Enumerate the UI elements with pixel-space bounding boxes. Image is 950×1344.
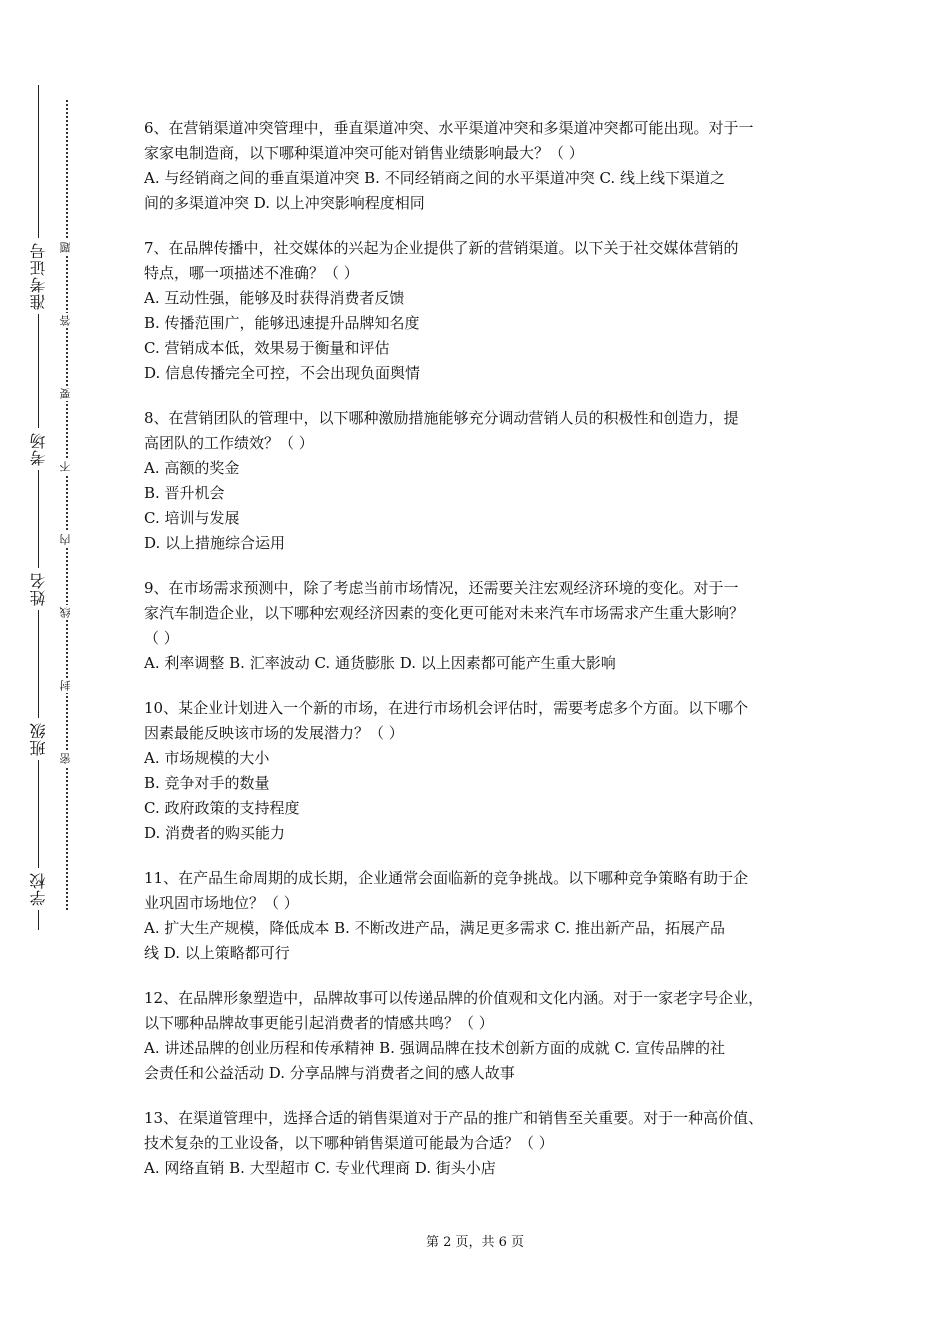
seal-char: 内 [58, 532, 76, 547]
question-options-line: A. 讲述品牌的创业历程和传承精神 B. 强调品牌在技术创新方面的成就 C. 宣传品牌的社 [144, 1039, 725, 1057]
seal-char: 答 [58, 313, 76, 328]
option-c: C. 政府政策的支持程度 [144, 799, 300, 817]
exam-id-label: 准考证号 [24, 238, 54, 314]
question-stem-line: 8、在营销团队的管理中，以下哪种激励措施能够充分调动营销人员的积极性和创造力，提 [144, 409, 739, 427]
question-options-line: A. 扩大生产规模，降低成本 B. 不断改进产品，满足更多需求 C. 推出新产品，拓展产品 [144, 919, 725, 937]
seal-char: 密 [58, 751, 76, 766]
question-8 [144, 406, 824, 556]
class-label: 班级 [24, 718, 54, 760]
option-c: C. 培训与发展 [144, 509, 240, 527]
binding-margin [0, 0, 110, 1344]
question-options-line: A. 网络直销 B. 大型超市 C. 专业代理商 D. 街头小店 [144, 1159, 496, 1177]
option-d: D. 以上措施综合运用 [144, 534, 286, 552]
seal-char: 题 [58, 240, 76, 255]
question-stem-line: （ ） [144, 629, 179, 647]
question-options-line: A. 利率调整 B. 汇率波动 C. 通货膨胀 D. 以上因素都可能产生重大影响 [144, 654, 616, 672]
binding-solid-line [38, 85, 39, 930]
question-stem-line: 家汽车制造企业，以下哪种宏观经济因素的变化更可能对未来汽车市场需求产生重大影响？ [144, 604, 745, 622]
question-6 [144, 116, 824, 216]
question-options-line: A. 与经销商之间的垂直渠道冲突 B. 不同经销商之间的水平渠道冲突 C. 线上线下渠道之 [144, 169, 725, 187]
question-13 [144, 1106, 824, 1181]
question-9 [144, 576, 824, 676]
question-options-line: 间的多渠道冲突 D. 以上冲突影响程度相同 [144, 194, 425, 212]
question-stem-line: 业巩固市场地位？（ ） [144, 894, 299, 912]
question-stem-line: 7、在品牌传播中，社交媒体的兴起为企业提供了新的营销渠道。以下关于社交媒体营销的 [144, 239, 739, 257]
option-c: C. 营销成本低，效果易于衡量和评估 [144, 339, 390, 357]
question-options-line: 会责任和公益活动 D. 分享品牌与消费者之间的感人故事 [144, 1064, 515, 1082]
seal-char: 封 [58, 678, 76, 693]
option-b: B. 传播范围广，能够迅速提升品牌知名度 [144, 314, 420, 332]
option-d: D. 消费者的购买能力 [144, 824, 286, 842]
question-stem-line: 高团队的工作绩效？（ ） [144, 434, 314, 452]
option-a: A. 市场规模的大小 [144, 749, 270, 767]
question-stem-line: 因素最能反映该市场的发展潜力？（ ） [144, 724, 404, 742]
question-12 [144, 986, 824, 1086]
seal-char: 线 [58, 605, 76, 620]
page-number: 第 2 页，共 6 页 [425, 1235, 525, 1250]
question-stem-line: 家家电制造商，以下哪种渠道冲突可能对销售业绩影响最大？（ ） [144, 144, 584, 162]
question-list [144, 116, 824, 1201]
seal-char: 要 [58, 386, 76, 401]
question-options-line: 线 D. 以上策略都可行 [144, 944, 290, 962]
question-stem-line: 10、某企业计划进入一个新的市场，在进行市场机会评估时，需要考虑多个方面。以下哪个 [144, 699, 749, 717]
option-a: A. 高额的奖金 [144, 459, 240, 477]
option-b: B. 晋升机会 [144, 484, 225, 502]
option-d: D. 信息传播完全可控，不会出现负面舆情 [144, 364, 421, 382]
exam-room-label: 考场 [24, 428, 54, 470]
question-10 [144, 696, 824, 846]
seal-char: 不 [58, 459, 76, 474]
question-stem-line: 特点，哪一项描述不准确？（ ） [144, 264, 359, 282]
school-label: 学校 [24, 868, 54, 910]
option-a: A. 互动性强，能够及时获得消费者反馈 [144, 289, 405, 307]
question-7 [144, 236, 824, 386]
question-stem-line: 6、在营销渠道冲突管理中，垂直渠道冲突、水平渠道冲突和多渠道冲突都可能出现。对于一 [144, 119, 754, 137]
name-label: 姓名 [24, 568, 54, 610]
option-b: B. 竞争对手的数量 [144, 774, 270, 792]
question-stem-line: 9、在市场需求预测中，除了考虑当前市场情况，还需要关注宏观经济环境的变化。对于一 [144, 579, 739, 597]
question-stem-line: 12、在品牌形象塑造中，品牌故事可以传递品牌的价值观和文化内涵。对于一家老字号企业， [144, 989, 764, 1007]
question-stem-line: 技术复杂的工业设备，以下哪种销售渠道可能最为合适？（ ） [144, 1134, 554, 1152]
question-stem-line: 11、在产品生命周期的成长期，企业通常会面临新的竞争挑战。以下哪种竞争策略有助于企 [144, 869, 749, 887]
question-stem-line: 以下哪种品牌故事更能引起消费者的情感共鸣？（ ） [144, 1014, 494, 1032]
question-11 [144, 866, 824, 966]
seal-dotted-line [66, 100, 68, 910]
question-stem-line: 13、在渠道管理中，选择合适的销售渠道对于产品的推广和销售至关重要。对于一种高价值、 [144, 1109, 764, 1127]
